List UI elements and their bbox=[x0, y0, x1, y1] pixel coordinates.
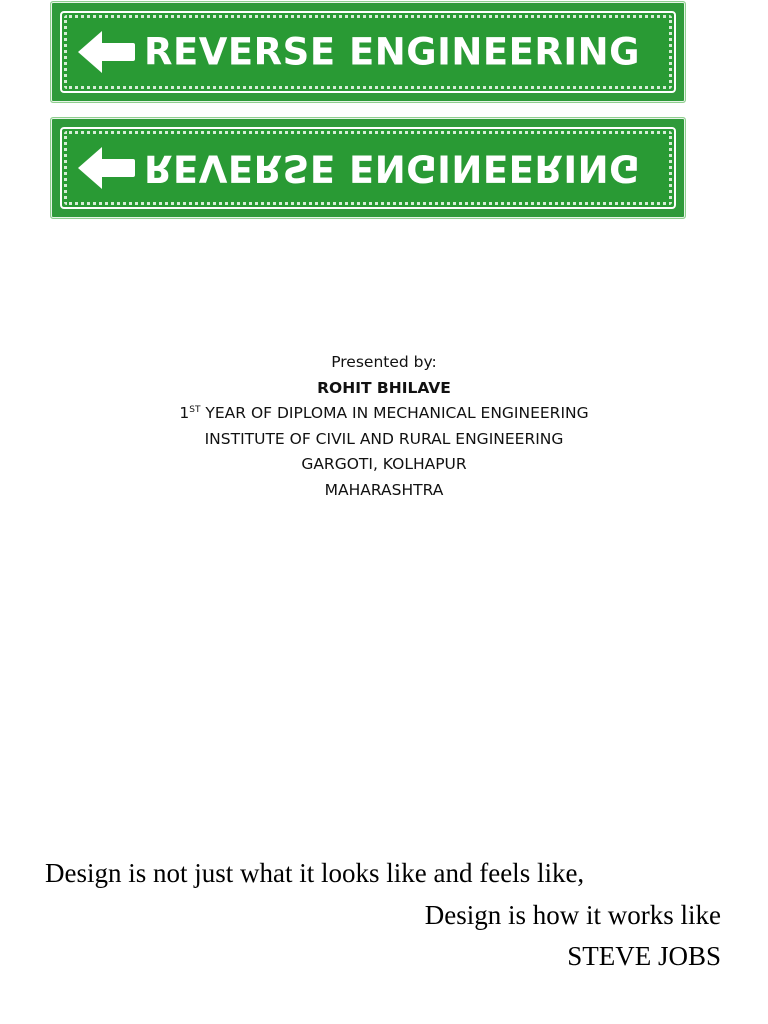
sign-title-flipped: REVERSE ENGINEERING bbox=[144, 146, 640, 190]
presenter-state: MAHARASHTRA bbox=[324, 480, 444, 499]
left-arrow-icon bbox=[76, 145, 136, 191]
reverse-engineering-sign bbox=[50, 1, 686, 103]
quote-line-2: Design is how it works like bbox=[424, 900, 721, 930]
quote-author: STEVE JOBS bbox=[567, 941, 721, 971]
left-arrow-icon bbox=[76, 29, 136, 75]
presented-by-label: Presented by: bbox=[331, 353, 437, 371]
sign-title: REVERSE ENGINEERING bbox=[144, 30, 640, 74]
reverse-engineering-sign-flipped bbox=[50, 117, 686, 219]
sign-panel bbox=[60, 127, 676, 209]
presenter-name: ROHIT BHILAVE bbox=[317, 378, 451, 397]
presenter-location: GARGOTI, KOLHAPUR bbox=[301, 455, 467, 473]
presenter-institute: INSTITUTE OF CIVIL AND RURAL ENGINEERING bbox=[204, 429, 564, 448]
quote-line-1: Design is not just what it looks like and feels like, bbox=[45, 858, 585, 888]
presenter-block bbox=[0, 350, 768, 503]
sign-panel bbox=[60, 11, 676, 93]
presenter-year: 1ST YEAR OF DIPLOMA IN MECHANICAL ENGINEERING bbox=[179, 404, 589, 422]
